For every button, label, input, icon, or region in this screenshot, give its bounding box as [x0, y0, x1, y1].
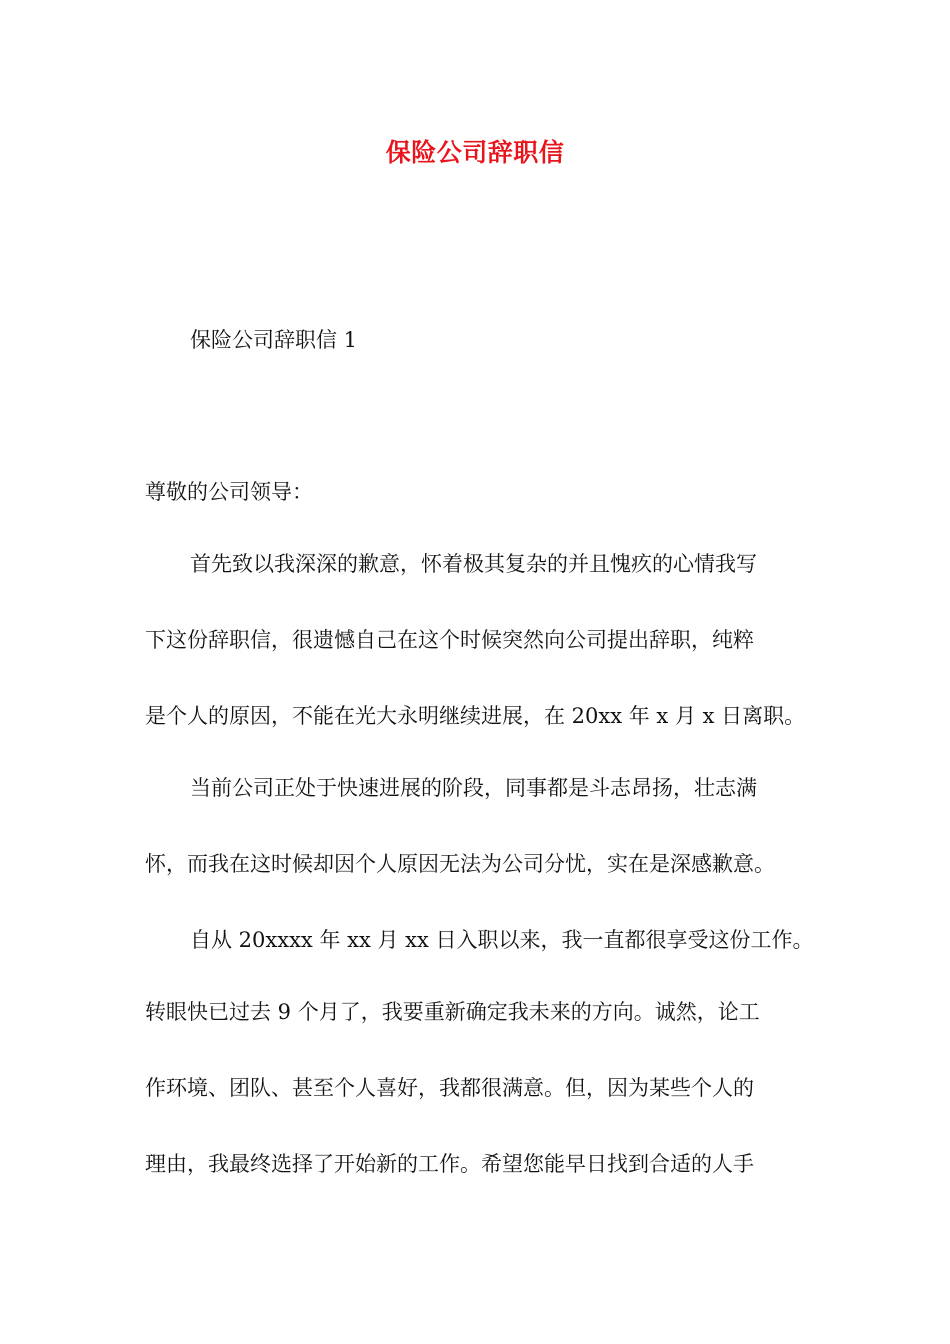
body-line: 怀，而我在这时候却因个人原因无法为公司分忧，实在是深感歉意。 — [145, 852, 775, 876]
salutation: 尊敬的公司领导： — [145, 480, 313, 504]
body-line: 转眼快已过去 9 个月了，我要重新确定我未来的方向。诚然，论工 — [145, 1000, 760, 1024]
body-line: 下这份辞职信，很遗憾自己在这个时候突然向公司提出辞职，纯粹 — [145, 628, 754, 652]
body-line: 理由，我最终选择了开始新的工作。希望您能早日找到合适的人手 — [145, 1152, 754, 1176]
body-line: 自从 20xxxx 年 xx 月 xx 日入职以来，我一直都很享受这份工作。 — [190, 928, 814, 952]
body-line: 是个人的原因，不能在光大永明继续进展，在 20xx 年 x 月 x 日离职。 — [145, 704, 806, 728]
body-line: 当前公司正处于快速进展的阶段，同事都是斗志昂扬，壮志满 — [190, 776, 757, 800]
letter-subtitle: 保险公司辞职信 1 — [190, 328, 358, 352]
body-line: 首先致以我深深的歉意，怀着极其复杂的并且愧疚的心情我写 — [190, 552, 757, 576]
document-title: 保险公司辞职信 — [385, 138, 565, 167]
body-line: 作环境、团队、甚至个人喜好，我都很满意。但，因为某些个人的 — [145, 1076, 754, 1100]
